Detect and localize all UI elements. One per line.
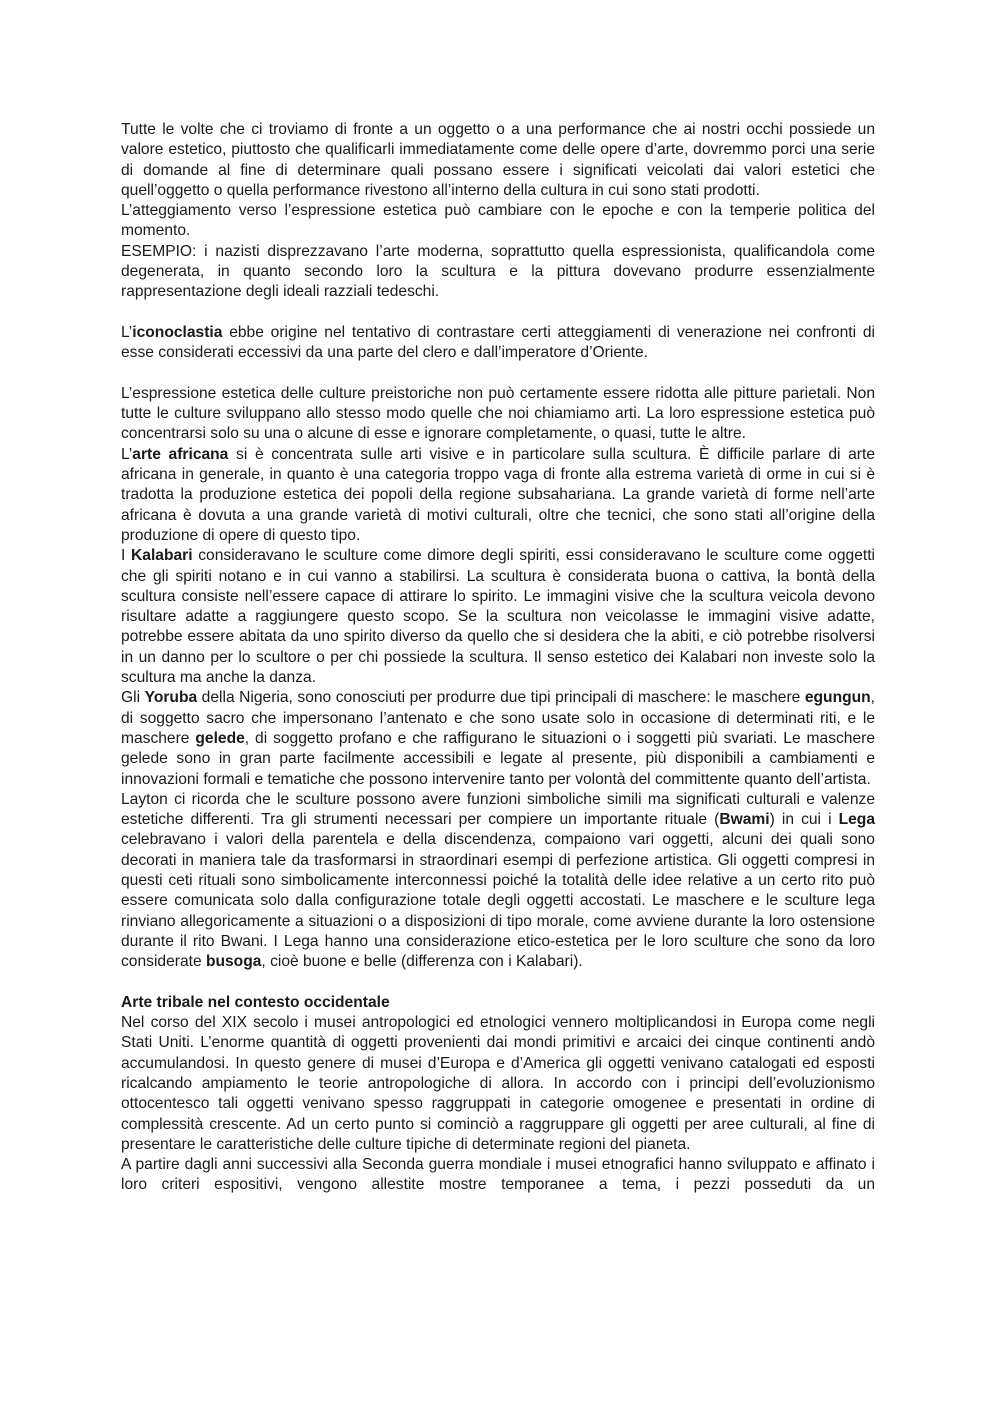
text-run: Gli (121, 689, 145, 707)
paragraph-spacer (121, 972, 875, 992)
paragraph-kalabari (121, 546, 875, 688)
paragraph-layton-lega (121, 790, 875, 973)
text-run: , di soggetto sacro che impersonano l’antenato e che sono usate solo in occasione di determinati riti, e le maschere (121, 689, 876, 747)
term-iconoclastia: iconoclastia (132, 323, 223, 341)
text-run: ebbe origine nel tentativo di contrastare certi atteggiamenti di venerazione nei confronti di esse considerati eccessivi da una parte del clero e dall’imperatore d’Oriente. (121, 323, 875, 362)
paragraph-spacer (121, 364, 875, 384)
paragraph-postwar-museums: A partire dagli anni successivi alla Seconda guerra mondiale i musei etnografici hanno sviluppato e affinato i loro criteri espositivi, vengono allestite mostre temporanee a tema, i pezzi posseduti da un (121, 1156, 875, 1194)
text-run: I (121, 547, 132, 565)
text-run: Layton ci ricorda che le sculture possono avere funzioni simboliche simili ma significati culturali e valenze estetiche differenti. Tra gli strumenti necessari per compiere un importante rituale ( (121, 790, 875, 829)
paragraph-prehistoric: L’espressione estetica delle culture preistoriche non può certamente essere ridotta alle pitture parietali. Non tutte le culture sviluppano allo stesso modo quelle che noi chiamiamo arti. La loro espressione estetica può concentrarsi solo su una o alcune di esse e ignorare completamente, o quasi, tutte le altre. (121, 384, 875, 443)
term-yoruba: Yoruba (144, 689, 198, 707)
paragraph-attitude: L’atteggiamento verso l’espressione estetica può cambiare con le epoche e con la temperie politica del momento. (121, 202, 875, 240)
document-page (121, 120, 875, 1196)
text-run: si è concentrata sulle arti visive e in particolare sulla scultura. È difficile parlare di arte africana in generale, in quanto è una categoria troppo vaga di fronte alla estrema varietà di orme in cui si è tradotta la produzione estetica dei popoli della regione subsahariana. La grande varietà di forme nell’arte africana è dovuta a una grande varietà di motivi culturali, oltre che tecnici, che sono stati all’origine della produzione di opere di questo tipo. (121, 445, 875, 544)
paragraph-example-nazis: ESEMPIO: i nazisti disprezzavano l’arte moderna, soprattutto quella espressionista, qualificandola come degenerata, in quanto secondo loro la scultura e la pittura dovevano produrre essenzialmente rappresentazione degli ideali razziali tedeschi. (121, 242, 875, 301)
paragraph-museums-19th-century: Nel corso del XIX secolo i musei antropologici ed etnologici vennero moltiplicandosi in Europa come negli Stati Uniti. L’enorme quantità di oggetti provenienti dai mondi primitivi e arcaici dei cinque continenti andò accumulandosi. In questo genere di musei d’Europa e d’America gli oggetti venivano catalogati ed esposti ricalcando ampiamento le teorie antropologiche di allora. In accordo con i principi dell’evoluzionismo ottocentesco tali oggetti venivano spesso raggruppati in categorie omogenee e presentati in ordine di complessità crescente. Ad un certo punto si cominciò a raggruppare gli oggetti per aree culturali, al fine di presentare le caratteristiche delle culture tipiche di determinate regioni del pianeta. (121, 1014, 875, 1153)
text-run: L’ (121, 323, 133, 341)
term-egungun: egungun (804, 689, 871, 707)
term-bwami: Bwami (719, 811, 770, 829)
section-heading: Arte tribale nel contesto occidentale (121, 993, 390, 1011)
term-lega: Lega (838, 811, 876, 829)
text-run: , cioè buone e belle (differenza con i Kalabari). (261, 953, 583, 971)
text-run: , di soggetto profano e che raffigurano le situazioni o i soggetti più svariati. Le maschere gelede sono in gran parte facilmente accessibili e legate al presente, più disponibili a cambiamenti e innovazioni formali e tematiche che possono intervenire tanto per volontà del committente quanto dell’artista. (121, 729, 875, 788)
text-run: della Nigeria, sono conosciuti per produrre due tipi principali di maschere: le maschere (197, 689, 805, 707)
text-run: consideravano le sculture come dimore degli spiriti, essi consideravano le sculture come oggetti che gli spiriti notano e in cui vanno a stabilirsi. La scultura è considerata buona o cattiva, la bontà della scultura consiste nell’essere capace di attirare lo spirito. Le immagini visive che la scultura veicola devono risultare adatte a raggiungere questo scopo. Se la scultura non veicolasse le immagini visive adatte, potrebbe essere abitata da uno spirito diverso da quello che si desidera che la abiti, e ciò potrebbe risolversi in un danno per lo scultore o per chi possiede la scultura. Il senso estetico dei Kalabari non investe solo la scultura ma anche la danza. (121, 547, 875, 687)
paragraph-yoruba (121, 688, 875, 789)
term-arte-africana: arte africana (132, 445, 229, 463)
paragraph-african-art (121, 445, 875, 546)
paragraph-aesthetic-value: Tutte le volte che ci troviamo di fronte a un oggetto o a una performance che ai nostri occhi possiede un valore estetico, piuttosto che qualificarli immediatamente come delle opere d’arte, dovremmo porci una serie di domande al fine di determinare quali possano essere i significati veicolati dai valori estetici che quell’oggetto o quella performance rivestono all’interno della cultura in cui sono stati prodotti. (121, 121, 875, 199)
term-gelede: gelede (195, 729, 245, 747)
term-kalabari: Kalabari (131, 547, 193, 565)
text-run: L’ (121, 445, 133, 463)
paragraph-iconoclasm (121, 323, 875, 364)
term-busoga: busoga (205, 953, 262, 971)
text-run: ) in cui i (769, 811, 839, 829)
paragraph-spacer (121, 303, 875, 323)
text-run: celebravano i valori della parentela e della discendenza, compaiono vari oggetti, alcuni dei quali sono decorati in maniera tale da trasformarsi in straordinari esempi di perfezione artistica. Gli oggetti compresi in questi ceti rituali sono simbolicamente interconnessi poiché la totalità delle idee relative a un certo rito può essere comunicata solo dalla configurazione totale degli oggetti accostati. Le maschere e le sculture lega rinviano allegoricamente a situazioni o a disposizioni di tipo morale, come avviene durante la loro ostensione durante il rito Bwani. I Lega hanno una considerazione etico-estetica per le loro sculture che sono da loro considerate (121, 831, 875, 971)
